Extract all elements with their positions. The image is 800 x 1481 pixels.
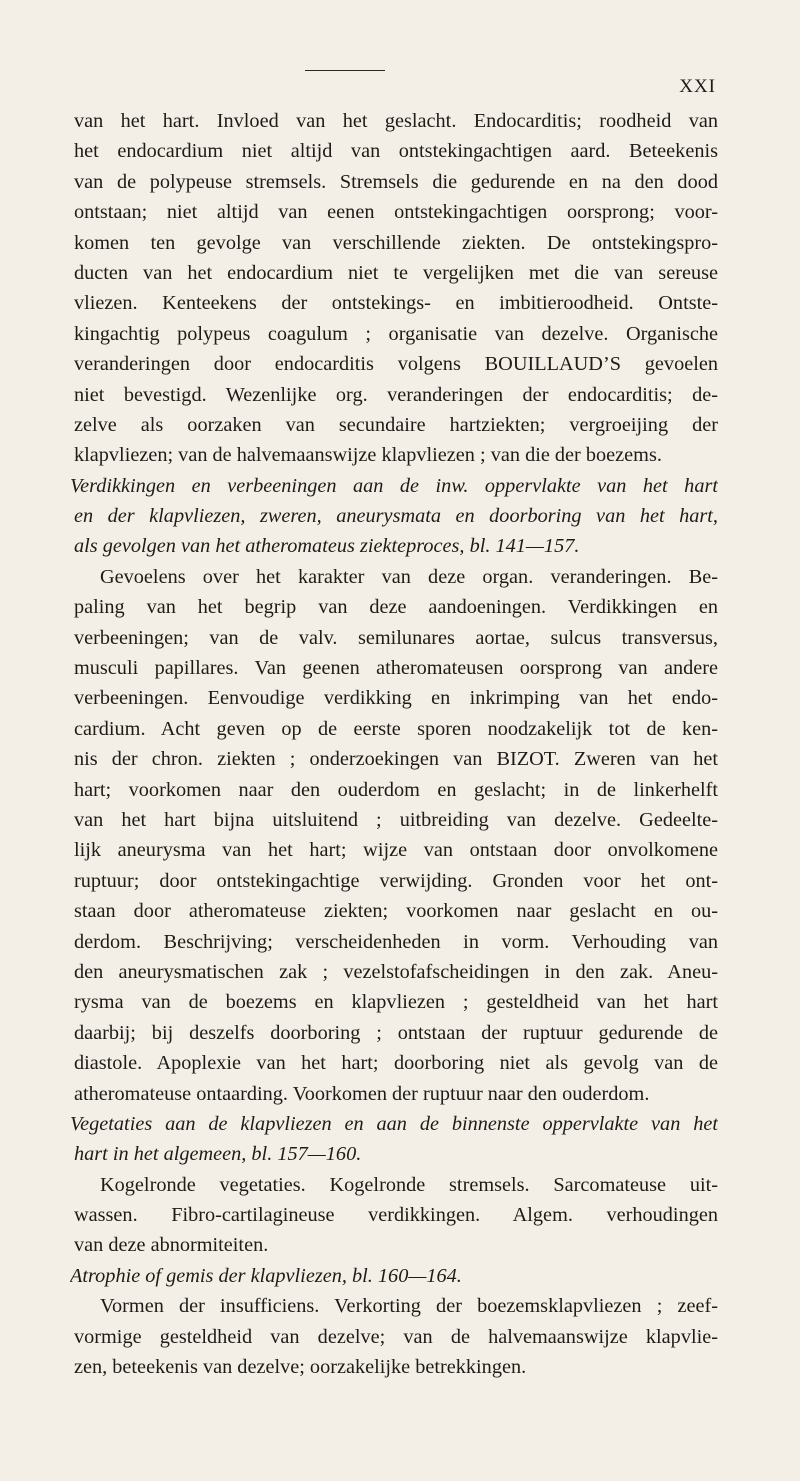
text-line: vormige gesteldheid van dezelve; van de halvemaanswijze klapvlie- — [74, 1325, 718, 1348]
section-heading-line: Vegetaties aan de klapvliezen en aan de binnenste oppervlakte van het — [70, 1112, 718, 1135]
section-heading-line: hart in het algemeen, bl. 157—160. — [74, 1143, 362, 1166]
text-line: nis der chron. ziekten ; onderzoekingen van BIZOT. Zweren van het — [74, 748, 718, 771]
section-heading-line: als gevolgen van het atheromateus ziekteproces, bl. 141—157. — [74, 535, 580, 558]
text-line: staan door atheromateuse ziekten; voorkomen naar geslacht en ou- — [74, 900, 718, 923]
text-line: van het hart bijna uitsluitend ; uitbreiding van dezelve. Gedeelte- — [74, 808, 718, 831]
text-line: verbeeningen; van de valv. semilunares aortae, sulcus transversus, — [74, 626, 718, 649]
text-line: hart; voorkomen naar den ouderdom en geslacht; in de linkerhelft — [74, 778, 718, 801]
text-line: Vormen der insufficiens. Verkorting der boezemsklapvliezen ; zeef- — [100, 1295, 718, 1318]
section-heading-line: Verdikkingen en verbeeningen aan de inw. oppervlakte van het hart — [70, 474, 718, 497]
page-number: XXI — [679, 76, 716, 97]
text-line: Gevoelens over het karakter van deze organ. veranderingen. Be- — [100, 565, 718, 588]
text-line: van deze abnormiteiten. — [74, 1234, 269, 1257]
text-line: zelve als oorzaken van secundaire hartziekten; vergroeijing der — [74, 413, 718, 436]
text-line: diastole. Apoplexie van het hart; doorboring niet als gevolg van de — [74, 1052, 718, 1075]
text-line: paling van het begrip van deze aandoeningen. Verdikkingen en — [74, 596, 718, 619]
text-line: derdom. Beschrijving; verscheidenheden in vorm. Verhouding van — [74, 930, 718, 953]
text-line: Kogelronde vegetaties. Kogelronde stremsels. Sarcomateuse uit- — [100, 1173, 718, 1196]
text-line: veranderingen door endocarditis volgens BOUILLAUD’S gevoelen — [74, 353, 718, 376]
text-line: kingachtig polypeus coagulum ; organisatie van dezelve. Organische — [74, 322, 718, 345]
text-line: komen ten gevolge van verschillende ziekten. De ontstekingspro- — [74, 231, 718, 254]
table-of-contents-text — [70, 106, 718, 1382]
text-line: lijk aneurysma van het hart; wijze van ontstaan door onvolkomene — [74, 839, 718, 862]
section-heading-line: Atrophie of gemis der klapvliezen, bl. 160—164. — [70, 1264, 462, 1287]
text-line: atheromateuse ontaarding. Voorkomen der ruptuur naar den ouderdom. — [74, 1082, 650, 1105]
text-line: ontstaan; niet altijd van eenen ontstekingachtigen oorsprong; voor- — [74, 201, 718, 224]
text-line: wassen. Fibro-cartilagineuse verdikkingen. Algem. verhoudingen — [74, 1204, 718, 1227]
text-line: van het hart. Invloed van het geslacht. Endocarditis; roodheid van — [74, 110, 718, 132]
text-line: ducten van het endocardium niet te vergelijken met die van sereuse — [74, 261, 718, 284]
text-line: den aneurysmatischen zak ; vezelstofafscheidingen in den zak. Aneu- — [74, 960, 718, 983]
text-line: verbeeningen. Eenvoudige verdikking en inkrimping van het endo- — [74, 687, 718, 710]
text-line: vliezen. Kenteekens der ontstekings- en imbitieroodheid. Ontste- — [74, 292, 718, 315]
text-line: zen, beteekenis van dezelve; oorzakelijke betrekkingen. — [74, 1356, 527, 1379]
text-line: musculi papillares. Van geenen atheromateusen oorsprong van andere — [74, 657, 718, 680]
text-line: rysma van de boezems en klapvliezen ; gesteldheid van het hart — [74, 991, 718, 1014]
text-line: klapvliezen; van de halvemaanswijze klapvliezen ; van die der boezems. — [74, 444, 662, 467]
text-line: ruptuur; door ontstekingachtige verwijding. Gronden voor het ont- — [74, 869, 718, 892]
text-line: daarbij; bij deszelfs doorboring ; ontstaan der ruptuur gedurende de — [74, 1021, 718, 1044]
section-heading-line: en der klapvliezen, zweren, aneurysmata en doorboring van het hart, — [74, 505, 718, 528]
text-line: niet bevestigd. Wezenlijke org. veranderingen der endocarditis; de- — [74, 383, 718, 406]
text-line: het endocardium niet altijd van ontstekingachtigen aard. Beteekenis — [74, 140, 718, 163]
text-line: van de polypeuse stremsels. Stremsels die gedurende en na den dood — [74, 170, 718, 193]
header-rule — [305, 70, 385, 71]
text-line: cardium. Acht geven op de eerste sporen noodzakelijk tot de ken- — [74, 717, 718, 740]
